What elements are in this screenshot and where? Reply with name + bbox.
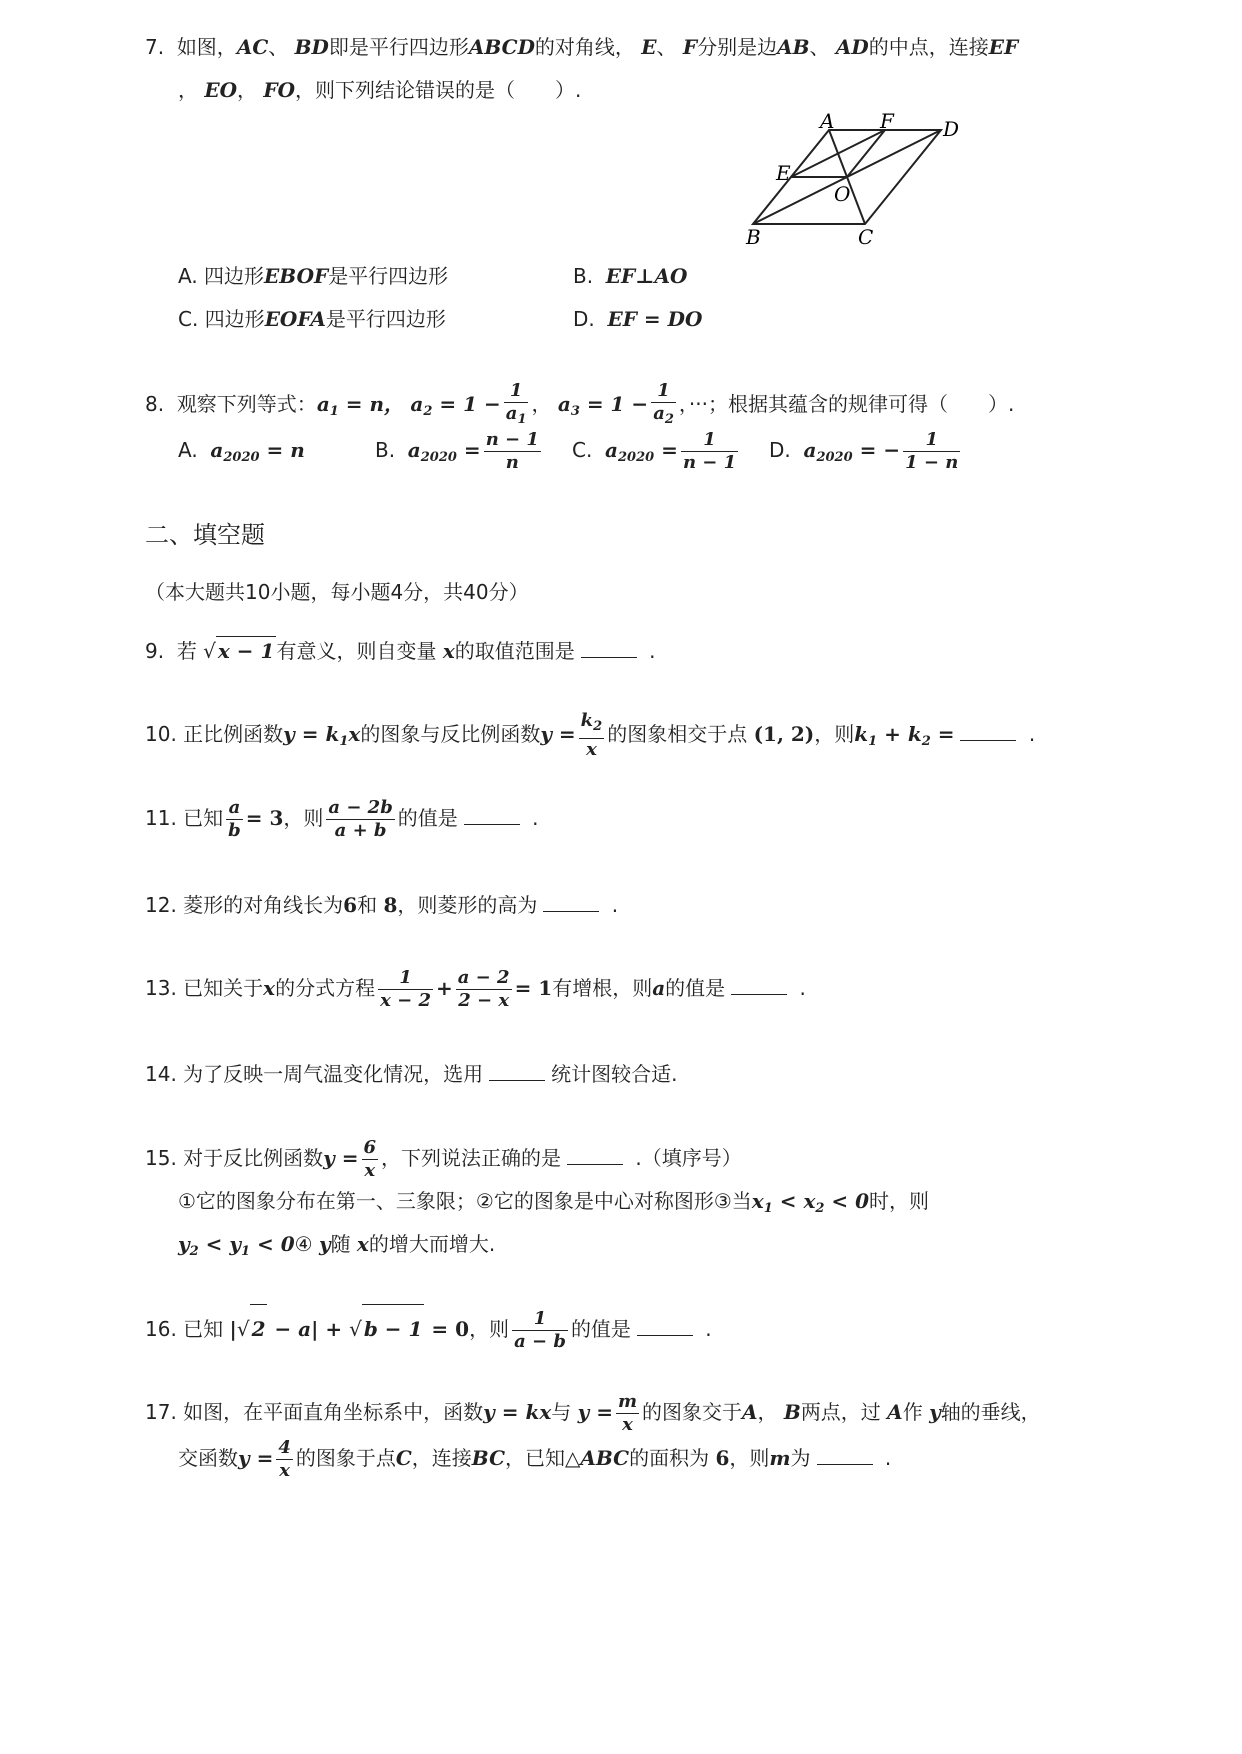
question-8-option-b: B. $a_{2020}$ = $\frac{n - 1}{n}$ <box>375 429 539 473</box>
question-15-line1: 15. 对于反比例函数y = $\frac{6}{x}$ ，下列说法正确的是 .（填序号） <box>145 1137 742 1181</box>
question-13: 13. 已知关于x的分式方程 $\frac{1}{x - 2}$ + $\frac{a - 2}{2 - x}$ = 1有增根，则a的值是 . <box>145 967 806 1011</box>
question-9: 9. 若 √ x − 1 有意义，则自变量 x的取值范围是 . <box>145 636 655 665</box>
question-8-option-d: D. $a_{2020}$ = − $\frac{1}{1 - n}$ <box>769 429 959 473</box>
answer-blank[interactable] <box>817 1444 873 1465</box>
question-8-option-c: C. $a_{2020}$ = $\frac{1}{n - 1}$ <box>572 429 737 473</box>
question-16: 16. 已知 |√ 2 − a| + √ b − 1 = 0，则 $\frac{1}{a - b}$ 的值是 . <box>145 1304 712 1353</box>
question-15-line2: ①它的图象分布在第一、三象限；②它的图象是中心对称图形③当$x_1 < x_2 < 0$时，则 <box>178 1189 930 1216</box>
vertex-label-f: F <box>880 109 894 133</box>
question-8-option-a: A. $a_{2020} = n$ <box>178 438 305 465</box>
question-15-line3: $y_2 < y_1$ < 0④ y随 x的增大而增大. <box>178 1232 496 1259</box>
answer-blank[interactable] <box>637 1315 693 1336</box>
question-11: 11. 已知 $\frac{a}{b}$ = 3，则 $\frac{a - 2b}{a + b}$ 的值是 . <box>145 797 539 841</box>
question-12: 12. 菱形的对角线长为6和 8，则菱形的高为 . <box>145 893 619 917</box>
question-7-line1: 7. 如图，AC、 BD即是平行四边形ABCD的对角线， E、 F分别是边AB、 AD的中点，连接EF <box>145 35 1019 59</box>
question-7-line2: ， EO， FO，则下列结论错误的是（ ）. <box>178 78 582 102</box>
answer-blank[interactable] <box>731 974 787 995</box>
vertex-label-b: B <box>746 225 761 248</box>
question-7-option-b: B. EF⊥AO <box>573 264 688 288</box>
answer-blank[interactable] <box>543 891 599 912</box>
question-10: 10. 正比例函数$y = k_1x$的图象与反比例函数y = $\frac{k_2}{x}$ 的图象相交于点 (1, 2)，则$k_1 + k_2$ = . <box>145 710 1036 760</box>
answer-blank[interactable] <box>567 1144 623 1165</box>
question-17-line1: 17. 如图，在平面直角坐标系中，函数y = kx与 y = $\frac{m}{x}$ 的图象交于A， B两点，过 A作 y轴的垂线， <box>145 1391 1041 1435</box>
section-note: （本大题共10小题，每小题4分，共40分） <box>145 580 529 604</box>
answer-blank[interactable] <box>581 637 637 658</box>
vertex-label-d: D <box>943 117 960 141</box>
vertex-label-c: C <box>858 225 874 248</box>
section-title: 二、填空题 <box>145 521 265 549</box>
vertex-label-a: A <box>820 109 835 133</box>
answer-blank[interactable] <box>489 1060 545 1081</box>
question-7-option-d: D. EF = DO <box>573 307 703 331</box>
answer-blank[interactable] <box>464 804 520 825</box>
vertex-label-o: O <box>834 182 851 206</box>
question-8-stem: 8. 观察下列等式：$a_1 = n$， $a_2 = 1$ − $\frac{1}{a_1}$ ， $a_3 = 1$ − $\frac{1}{a_2}$ ，···；根据其蕴含的规律可得（ ）. <box>145 380 1015 427</box>
question-7-option-c: C. 四边形EOFA是平行四边形 <box>178 307 446 331</box>
question-17-line2: 交函数y = $\frac{4}{x}$ 的图象于点C，连接BC，已知△ABC的面积为 6，则m为 . <box>178 1437 892 1481</box>
vertex-label-e: E <box>776 161 791 185</box>
question-14: 14. 为了反映一周气温变化情况，选用 统计图较合适. <box>145 1062 678 1086</box>
answer-blank[interactable] <box>960 720 1016 741</box>
parallelogram-figure <box>740 108 980 248</box>
question-7-option-a: A. 四边形EBOF是平行四边形 <box>178 264 449 288</box>
